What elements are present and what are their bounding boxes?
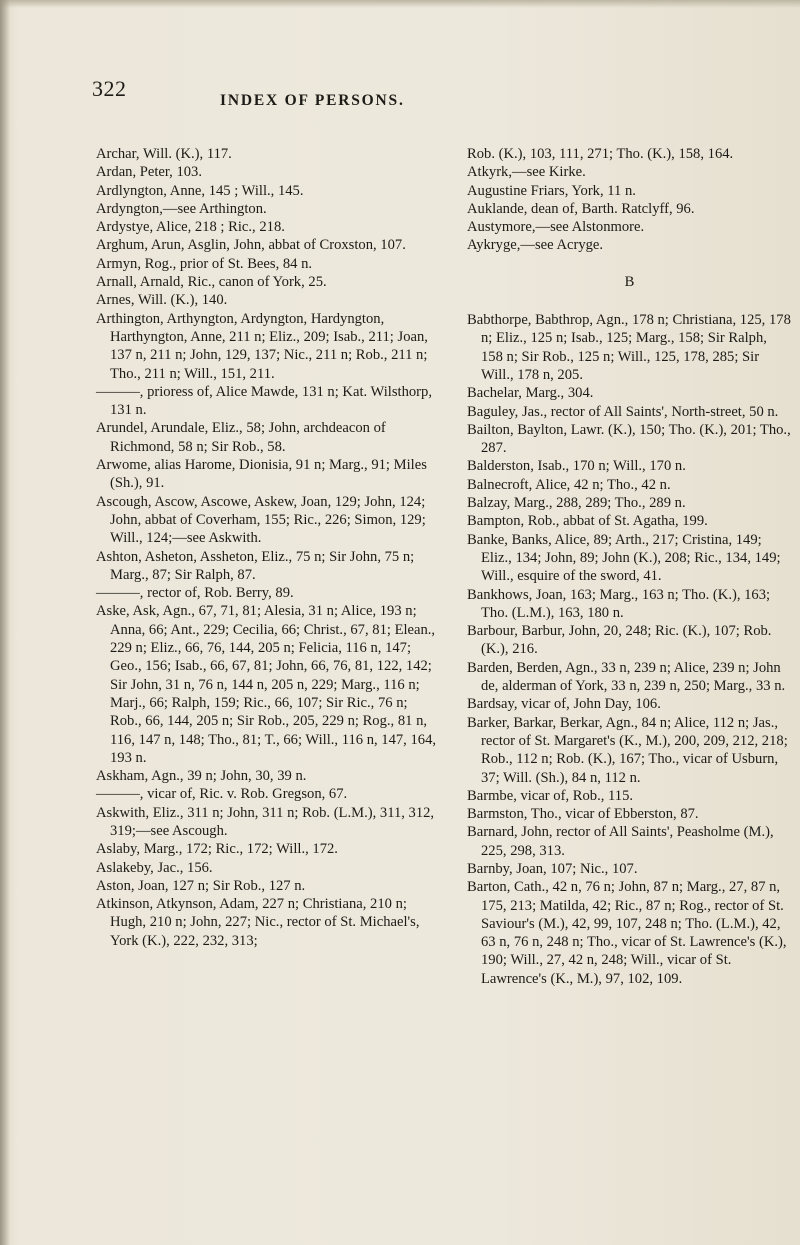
- index-entry: Arundel, Arundale, Eliz., 58; John, archdeacon of Richmond, 58 n; Sir Rob., 58.: [96, 420, 386, 455]
- index-entry: Arghum, Arun, Asglin, John, abbat of Croxston, 107.: [96, 237, 406, 254]
- index-entry: Ascough, Ascow, Ascowe, Askew, Joan, 129; John, 124; John, abbat of Coverham, 155; Ric., 226; Simon, 129; Will., 124;—see Askwith.: [96, 493, 426, 547]
- index-entry: Atkinson, Atkynson, Adam, 227 n; Christiana, 210 n; Hugh, 210 n; John, 227; Nic., rector of St. Michael's, York (K.), 222, 232, 313;: [96, 896, 420, 949]
- index-entry: Auklande, dean of, Barth. Ratclyff, 96.: [467, 200, 695, 217]
- index-entry: Arnes, Will. (K.), 140.: [96, 292, 228, 309]
- index-entry: Arnall, Arnald, Ric., canon of York, 25.: [96, 274, 327, 291]
- index-entry: Barbour, Barbur, John, 20, 248; Ric. (K.), 107; Rob. (K.), 216.: [467, 623, 772, 658]
- index-entry: Arthington, Arthyngton, Ardyngton, Hardyngton, Harthyngton, Anne, 211 n; Eliz., 209; Isab., 211; Joan, 137 n, 211 n; John, 129, 137; Nic., 211 n; Rob., 211 n; Tho., 211 n; Will., 151, 211.: [96, 310, 428, 382]
- right-index-column: [467, 145, 792, 988]
- index-entry: Ashton, Asheton, Assheton, Eliz., 75 n; Sir John, 75 n; Marg., 87; Sir Ralph, 87.: [96, 548, 415, 583]
- index-entry: Barnard, John, rector of All Saints', Peasholme (M.), 225, 298, 313.: [467, 824, 774, 859]
- index-entry: Aslakeby, Jac., 156.: [96, 859, 213, 876]
- index-entry: Barton, Cath., 42 n, 76 n; John, 87 n; Marg., 27, 87 n, 175, 213; Matilda, 42; Ric., 87 n; Rog., rector of St. Saviour's (M.), 42, 99, 107, 248 n; Tho. (L.M.), 42, 63 n, 76 n, 248 n; Tho., vicar of St. Lawrence's (K.), 190; Will., 27, 42 n, 248; Will., vicar of St. Lawrence's (K., M.), 97, 102, 109.: [467, 879, 787, 987]
- index-entry: Armyn, Rog., prior of St. Bees, 84 n.: [96, 255, 313, 272]
- index-entry: Aslaby, Marg., 172; Ric., 172; Will., 172.: [96, 841, 338, 858]
- index-entry: Ardyngton,—see Arthington.: [96, 200, 267, 217]
- index-entry: Augustine Friars, York, 11 n.: [467, 182, 636, 199]
- index-entry: Banke, Banks, Alice, 89; Arth., 217; Cristina, 149; Eliz., 134; John, 89; John (K.), 208; Ric., 134, 149; Will., esquire of the sword, 41.: [467, 531, 781, 585]
- index-entry: Bachelar, Marg., 304.: [467, 385, 594, 402]
- index-entry: Bailton, Baylton, Lawr. (K.), 150; Tho. (K.), 201; Tho., 287.: [467, 421, 791, 457]
- running-head: INDEX OF PERSONS.: [220, 92, 405, 109]
- left-index-column: [96, 145, 441, 950]
- index-entry: Bankhows, Joan, 163; Marg., 163 n; Tho. (K.), 163; Tho. (L.M.), 163, 180 n.: [467, 586, 771, 621]
- index-entry: Bampton, Rob., abbat of St. Agatha, 199.: [467, 513, 708, 530]
- index-entry: Babthorpe, Babthrop, Agn., 178 n; Christiana, 125, 178 n; Eliz., 125 n; Isab., 125; Marg., 158; Sir Ralph, 158 n; Sir Rob., 125 n; Will., 125, 178, 285; Sir Will., 178 n, 205.: [467, 312, 791, 383]
- index-entry: Aykryge,—see Acryge.: [467, 237, 604, 254]
- index-entry: Aston, Joan, 127 n; Sir Rob., 127 n.: [96, 877, 306, 894]
- index-entry: Askham, Agn., 39 n; John, 30, 39 n.: [96, 768, 307, 785]
- index-entry: Ardystye, Alice, 218 ; Ric., 218.: [96, 219, 285, 236]
- page-header: [92, 76, 762, 109]
- page-number: 322: [92, 76, 127, 101]
- index-entry: Aske, Ask, Agn., 67, 71, 81; Alesia, 31 n; Alice, 193 n; Anna, 66; Ant., 229; Cecilia, 66; Christ., 67, 81; Elean., 229 n; Eliz., 66, 76, 144, 205 n; Felicia, 116 n, 147; Geo., 156; Isab., 66, 67, 81; John, 66, 76, 81, 122, 142; Sir John, 31 n, 76 n, 144 n, 205 n, 229; Marg., 116 n; Marj., 66; Ralph, 159; Ric., 66, 107; Sir Ric., 76 n; Rob., 66, 144, 205 n; Sir Rob., 205, 229 n; Rog., 81 n, 116, 147 n, 148; Tho., 81; T., 66; Will., 116 n, 147, 164, 193 n.: [96, 603, 437, 766]
- index-entry: Atkyrk,—see Kirke.: [467, 164, 586, 181]
- right-column-continued-entries: [467, 145, 792, 255]
- index-entry: ———, vicar of, Ric. v. Rob. Gregson, 67.: [96, 786, 348, 803]
- index-entry: Barmston, Tho., vicar of Ebberston, 87.: [467, 806, 699, 823]
- index-entry: Ardan, Peter, 103.: [96, 164, 203, 181]
- index-entry: Balnecroft, Alice, 42 n; Tho., 42 n.: [467, 476, 671, 493]
- index-entry: Askwith, Eliz., 311 n; John, 311 n; Rob. (L.M.), 311, 312, 319;—see Ascough.: [96, 804, 435, 839]
- page-top-shadow: [0, 0, 800, 8]
- index-entry: Balzay, Marg., 288, 289; Tho., 289 n.: [467, 495, 686, 512]
- index-entry: Barden, Berden, Agn., 33 n, 239 n; Alice, 239 n; John de, alderman of York, 33 n, 239 n, 250; Marg., 33 n.: [467, 659, 786, 695]
- index-entry: ———, prioress of, Alice Mawde, 131 n; Kat. Wilsthorp, 131 n.: [96, 383, 432, 419]
- index-entry: Ardlyngton, Anne, 145 ; Will., 145.: [96, 182, 304, 199]
- index-entry: Barnby, Joan, 107; Nic., 107.: [467, 860, 638, 877]
- index-entry: Rob. (K.), 103, 111, 271; Tho. (K.), 158, 164.: [467, 146, 734, 162]
- index-entry: Barmbe, vicar of, Rob., 115.: [467, 787, 634, 804]
- index-entry: Arwome, alias Harome, Dionisia, 91 n; Marg., 91; Miles (Sh.), 91.: [96, 457, 427, 492]
- index-entry: Austymore,—see Alstonmore.: [467, 219, 645, 236]
- index-entry: Baguley, Jas., rector of All Saints', North-street, 50 n.: [467, 403, 779, 420]
- index-entry: Archar, Will. (K.), 117.: [96, 146, 232, 162]
- section-b-entries: [467, 311, 792, 988]
- index-entry: ———, rector of, Rob. Berry, 89.: [96, 585, 294, 602]
- index-entry: Balderston, Isab., 170 n; Will., 170 n.: [467, 458, 686, 475]
- page-spine-shadow: [0, 0, 10, 1245]
- index-entry: Barker, Barkar, Berkar, Agn., 84 n; Alice, 112 n; Jas., rector of St. Margaret's (K., M.), 200, 209, 212, 218; Rob., 112 n; Rob. (K.), 167; Tho., vicar of Usburn, 37; Will. (Sh.), 84 n, 112 n.: [467, 714, 788, 786]
- index-entry: Bardsay, vicar of, John Day, 106.: [467, 696, 661, 713]
- section-letter: B: [624, 273, 635, 290]
